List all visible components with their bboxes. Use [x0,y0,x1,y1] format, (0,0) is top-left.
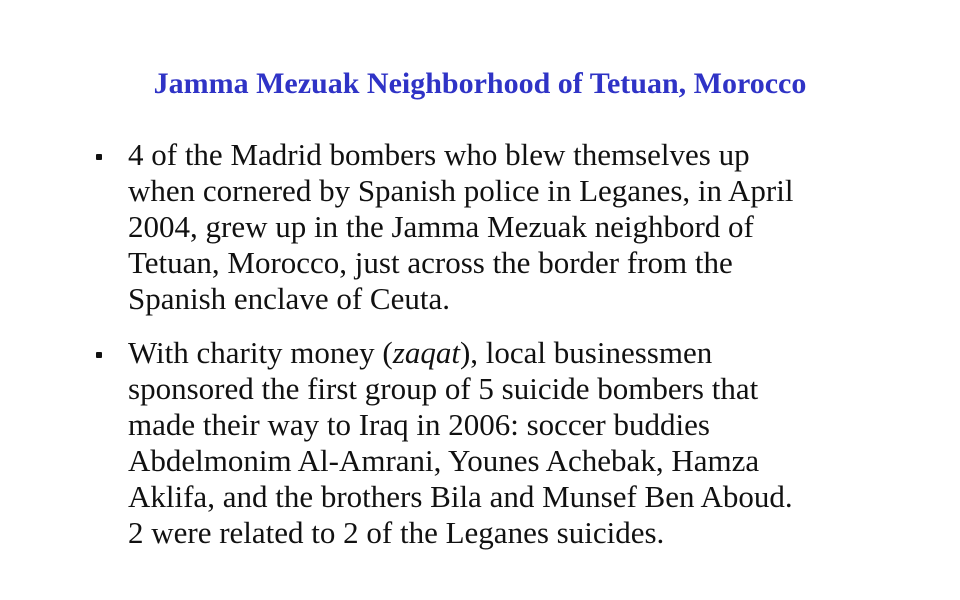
italic-term: zaqat [392,335,460,370]
bullet-item [96,335,896,551]
bullet-line: Tetuan, Morocco, just across the border from the [128,245,733,280]
bullet-text: With charity money ( [128,335,393,370]
bullet-line: made their way to Iraq in 2006: soccer buddies [128,407,710,442]
bullet-line: 2 were related to 2 of the Leganes suicides. [128,515,665,550]
bullet-list [96,137,896,551]
bullet-text: ), local businessmen [459,335,713,370]
bullet-icon [96,154,102,160]
bullet-icon [96,352,102,358]
slide-title: Jamma Mezuak Neighborhood of Tetuan, Morocco [153,67,807,100]
bullet-line: Abdelmonim Al-Amrani, Younes Achebak, Hamza [128,443,760,478]
bullet-line: 2004, grew up in the Jamma Mezuak neighbord of [128,209,754,244]
bullet-line: sponsored the first group of 5 suicide bombers that [128,371,759,406]
bullet-line: Aklifa, and the brothers Bila and Munsef Ben Aboud. [128,479,793,514]
bullet-line: when cornered by Spanish police in Leganes, in April [128,173,794,208]
bullet-line [128,335,896,371]
bullet-item [96,137,896,317]
bullet-line: 4 of the Madrid bombers who blew themselves up [128,137,750,172]
bullet-line: Spanish enclave of Ceuta. [128,281,450,316]
